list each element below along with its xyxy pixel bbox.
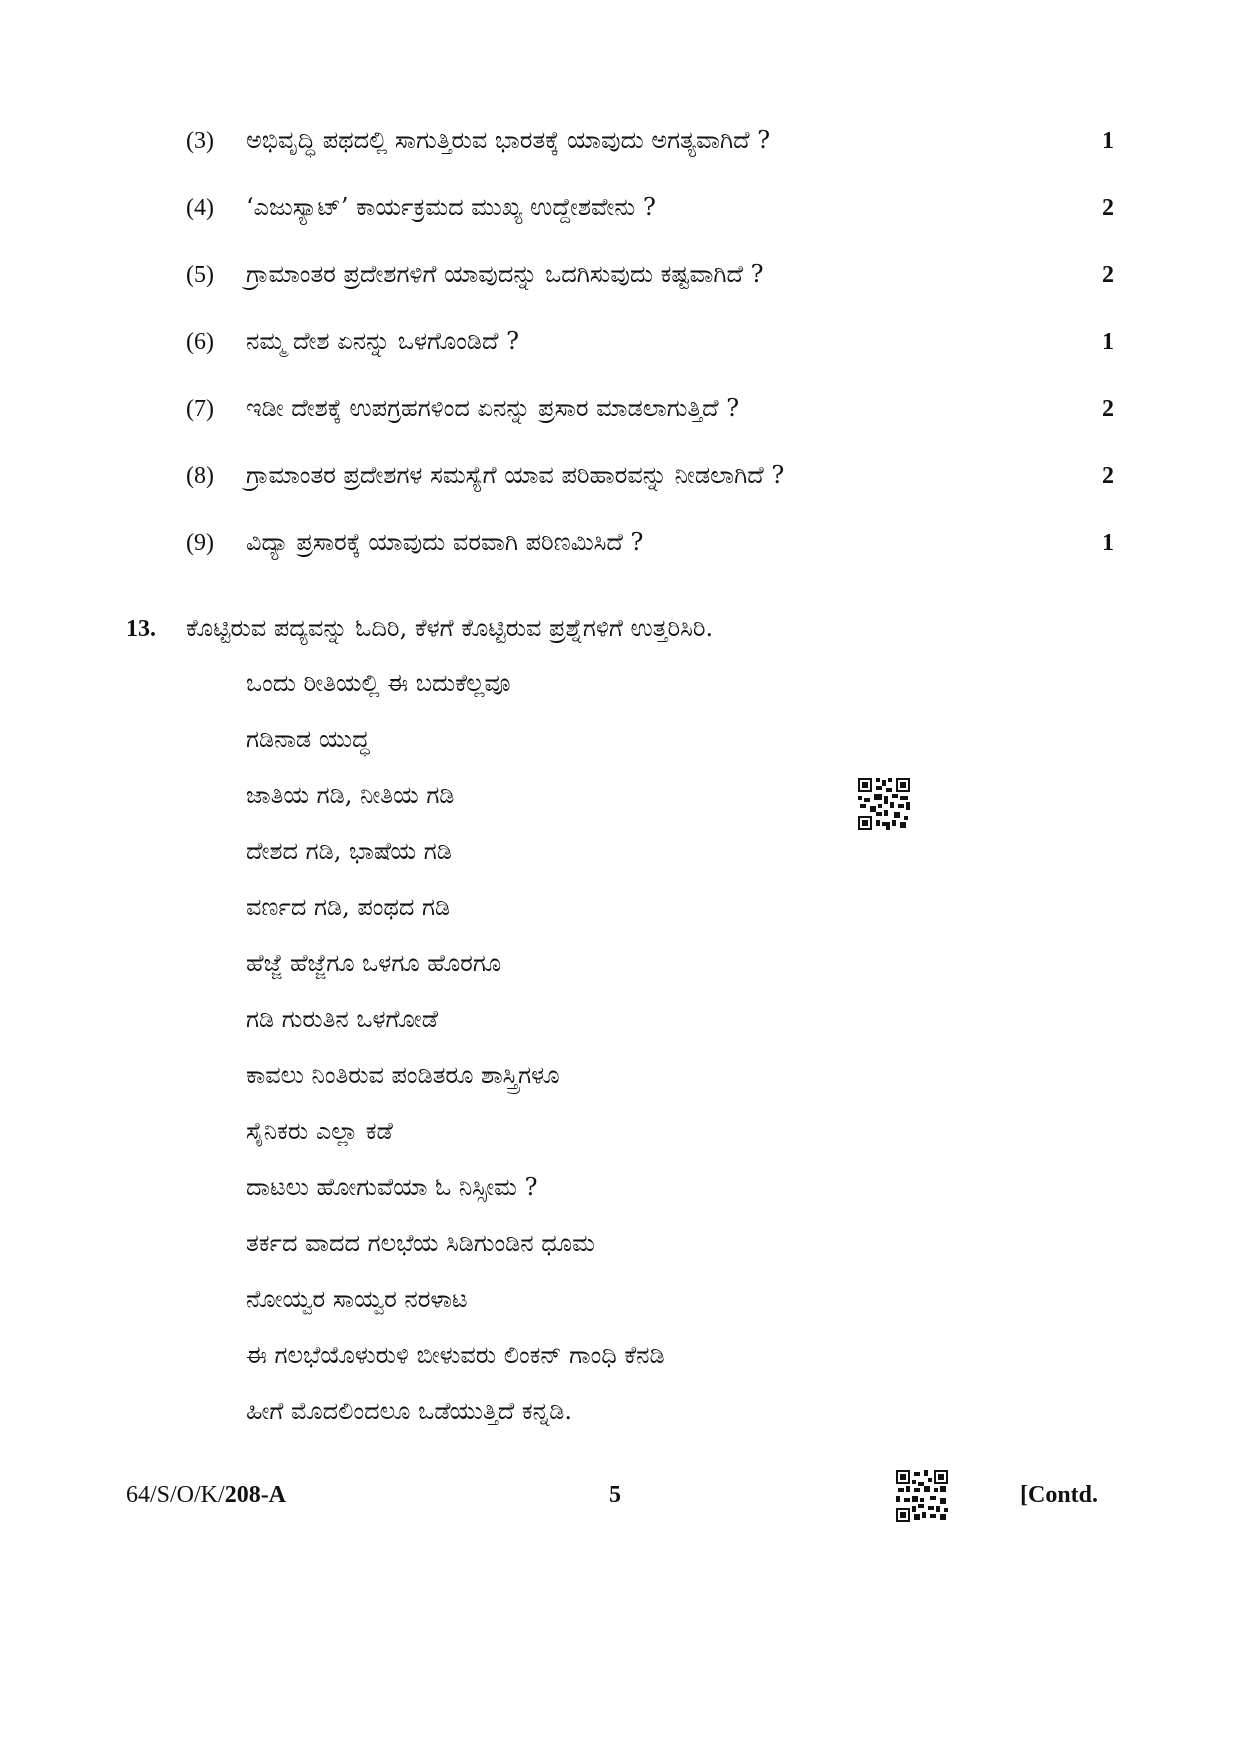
continued-label: [Contd. (1020, 1482, 1099, 1508)
poem-line: ನೋಯ್ವರ ಸಾಯ್ವರ ನರಳಾಟ (246, 1285, 468, 1313)
question-marks: 2 (1102, 262, 1114, 288)
question-marks: 2 (1102, 396, 1114, 422)
sub-question-7 (0, 392, 1241, 432)
question-marks: 2 (1102, 463, 1114, 489)
poem-line: ವರ್ಣದ ಗಡಿ, ಪಂಥದ ಗಡಿ (246, 893, 451, 921)
question-number: (8) (186, 463, 214, 489)
sub-question-8 (0, 459, 1241, 499)
question-number: 13. (126, 616, 156, 642)
question-instruction: ಕೊಟ್ಟಿರುವ ಪದ್ಯವನ್ನು ಓದಿರಿ, ಕೆಳಗೆ ಕೊಟ್ಟಿರುವ ಪ್ರಶ್ನೆಗಳಿಗೆ ಉತ್ತರಿಸಿರಿ. (186, 614, 714, 642)
poem-line: ಹೆಜ್ಜೆ ಹೆಜ್ಜೆಗೂ ಒಳಗೂ ಹೊರಗೂ (246, 949, 502, 977)
poem-line: ಗಡಿ ಗುರುತಿನ ಒಳಗೋಡೆ (246, 1005, 438, 1033)
question-number: (3) (186, 128, 214, 154)
sub-question-3 (0, 124, 1241, 164)
question-text: ವಿದ್ಯಾ ಪ್ರಸಾರಕ್ಕೆ ಯಾವುದು ವರವಾಗಿ ಪರಿಣಮಿಸಿದೆ ? (246, 528, 644, 556)
poem-line: ಒಂದು ರೀತಿಯಲ್ಲಿ ಈ ಬದುಕೆಲ್ಲವೂ (246, 669, 511, 697)
sub-question-9 (0, 526, 1241, 566)
poem-line: ದಾಟಲು ಹೋಗುವೆಯಾ ಓ ನಿಸ್ಸೀಮ ? (246, 1173, 538, 1201)
poem-line: ಜಾತಿಯ ಗಡಿ, ನೀತಿಯ ಗಡಿ (246, 781, 455, 809)
sub-question-6 (0, 325, 1241, 365)
question-marks: 2 (1102, 195, 1114, 221)
question-text: ಗ್ರಾಮಾಂತರ ಪ್ರದೇಶಗಳ ಸಮಸ್ಯೆಗೆ ಯಾವ ಪರಿಹಾರವನ್ನು ನೀಡಲಾಗಿದೆ ? (246, 461, 785, 489)
question-number: (7) (186, 396, 214, 422)
poem-line: ದೇಶದ ಗಡಿ, ಭಾಷೆಯ ಗಡಿ (246, 837, 452, 865)
sub-question-4 (0, 191, 1241, 231)
poem-line: ತರ್ಕದ ವಾದದ ಗಲಭೆಯ ಸಿಡಿಗುಂಡಿನ ಧೂಮ (246, 1229, 595, 1257)
poem-line: ಸೈನಿಕರು ಎಲ್ಲಾ ಕಡೆ (246, 1117, 393, 1145)
question-13 (0, 612, 1241, 652)
question-text: ‘ಎಜುಸ್ಯಾಟ್’ ಕಾರ್ಯಕ್ರಮದ ಮುಖ್ಯ ಉದ್ದೇಶವೇನು ? (246, 193, 656, 221)
page-footer (0, 1482, 1241, 1522)
question-text: ಇಡೀ ದೇಶಕ್ಕೆ ಉಪಗ್ರಹಗಳಿಂದ ಏನನ್ನು ಪ್ರಸಾರ ಮಾಡಲಾಗುತ್ತಿದೆ ? (246, 394, 740, 422)
question-text: ಅಭಿವೃದ್ಧಿ ಪಥದಲ್ಲಿ ಸಾಗುತ್ತಿರುವ ಭಾರತಕ್ಕೆ ಯಾವುದು ಅಗತ್ಯವಾಗಿದೆ ? (246, 126, 771, 154)
question-number: (4) (186, 195, 214, 221)
question-marks: 1 (1102, 128, 1114, 154)
question-number: (5) (186, 262, 214, 288)
poem-line: ಈ ಗಲಭೆಯೊಳುರುಳಿ ಬೀಳುವರು ಲಿಂಕನ್ ಗಾಂಧಿ ಕೆನಡಿ (246, 1341, 665, 1369)
question-marks: 1 (1102, 530, 1114, 556)
page-number: 5 (609, 1482, 621, 1508)
poem-line: ಗಡಿನಾಡ ಯುದ್ಧ (246, 725, 370, 753)
paper-code-prefix: 64/S/O/K/ (126, 1482, 225, 1508)
question-text: ನಮ್ಮ ದೇಶ ಏನನ್ನು ಒಳಗೊಂಡಿದೆ ? (246, 327, 520, 355)
question-marks: 1 (1102, 329, 1114, 355)
question-text: ಗ್ರಾಮಾಂತರ ಪ್ರದೇಶಗಳಿಗೆ ಯಾವುದನ್ನು ಒದಗಿಸುವುದು ಕಷ್ಟವಾಗಿದೆ ? (246, 260, 764, 288)
paper-code (126, 1482, 286, 1509)
poem (246, 666, 665, 1450)
poem-line: ಹೀಗೆ ಮೊದಲಿಂದಲೂ ಒಡೆಯುತ್ತಿದೆ ಕನ್ನಡಿ. (246, 1397, 573, 1425)
qr-code-icon (858, 778, 910, 830)
question-number: (9) (186, 530, 214, 556)
sub-question-5 (0, 258, 1241, 298)
question-number: (6) (186, 329, 214, 355)
paper-code-number: 208-A (224, 1482, 287, 1508)
poem-line: ಕಾವಲು ನಿಂತಿರುವ ಪಂಡಿತರೂ ಶಾಸ್ತ್ರಿಗಳೂ (246, 1061, 560, 1089)
